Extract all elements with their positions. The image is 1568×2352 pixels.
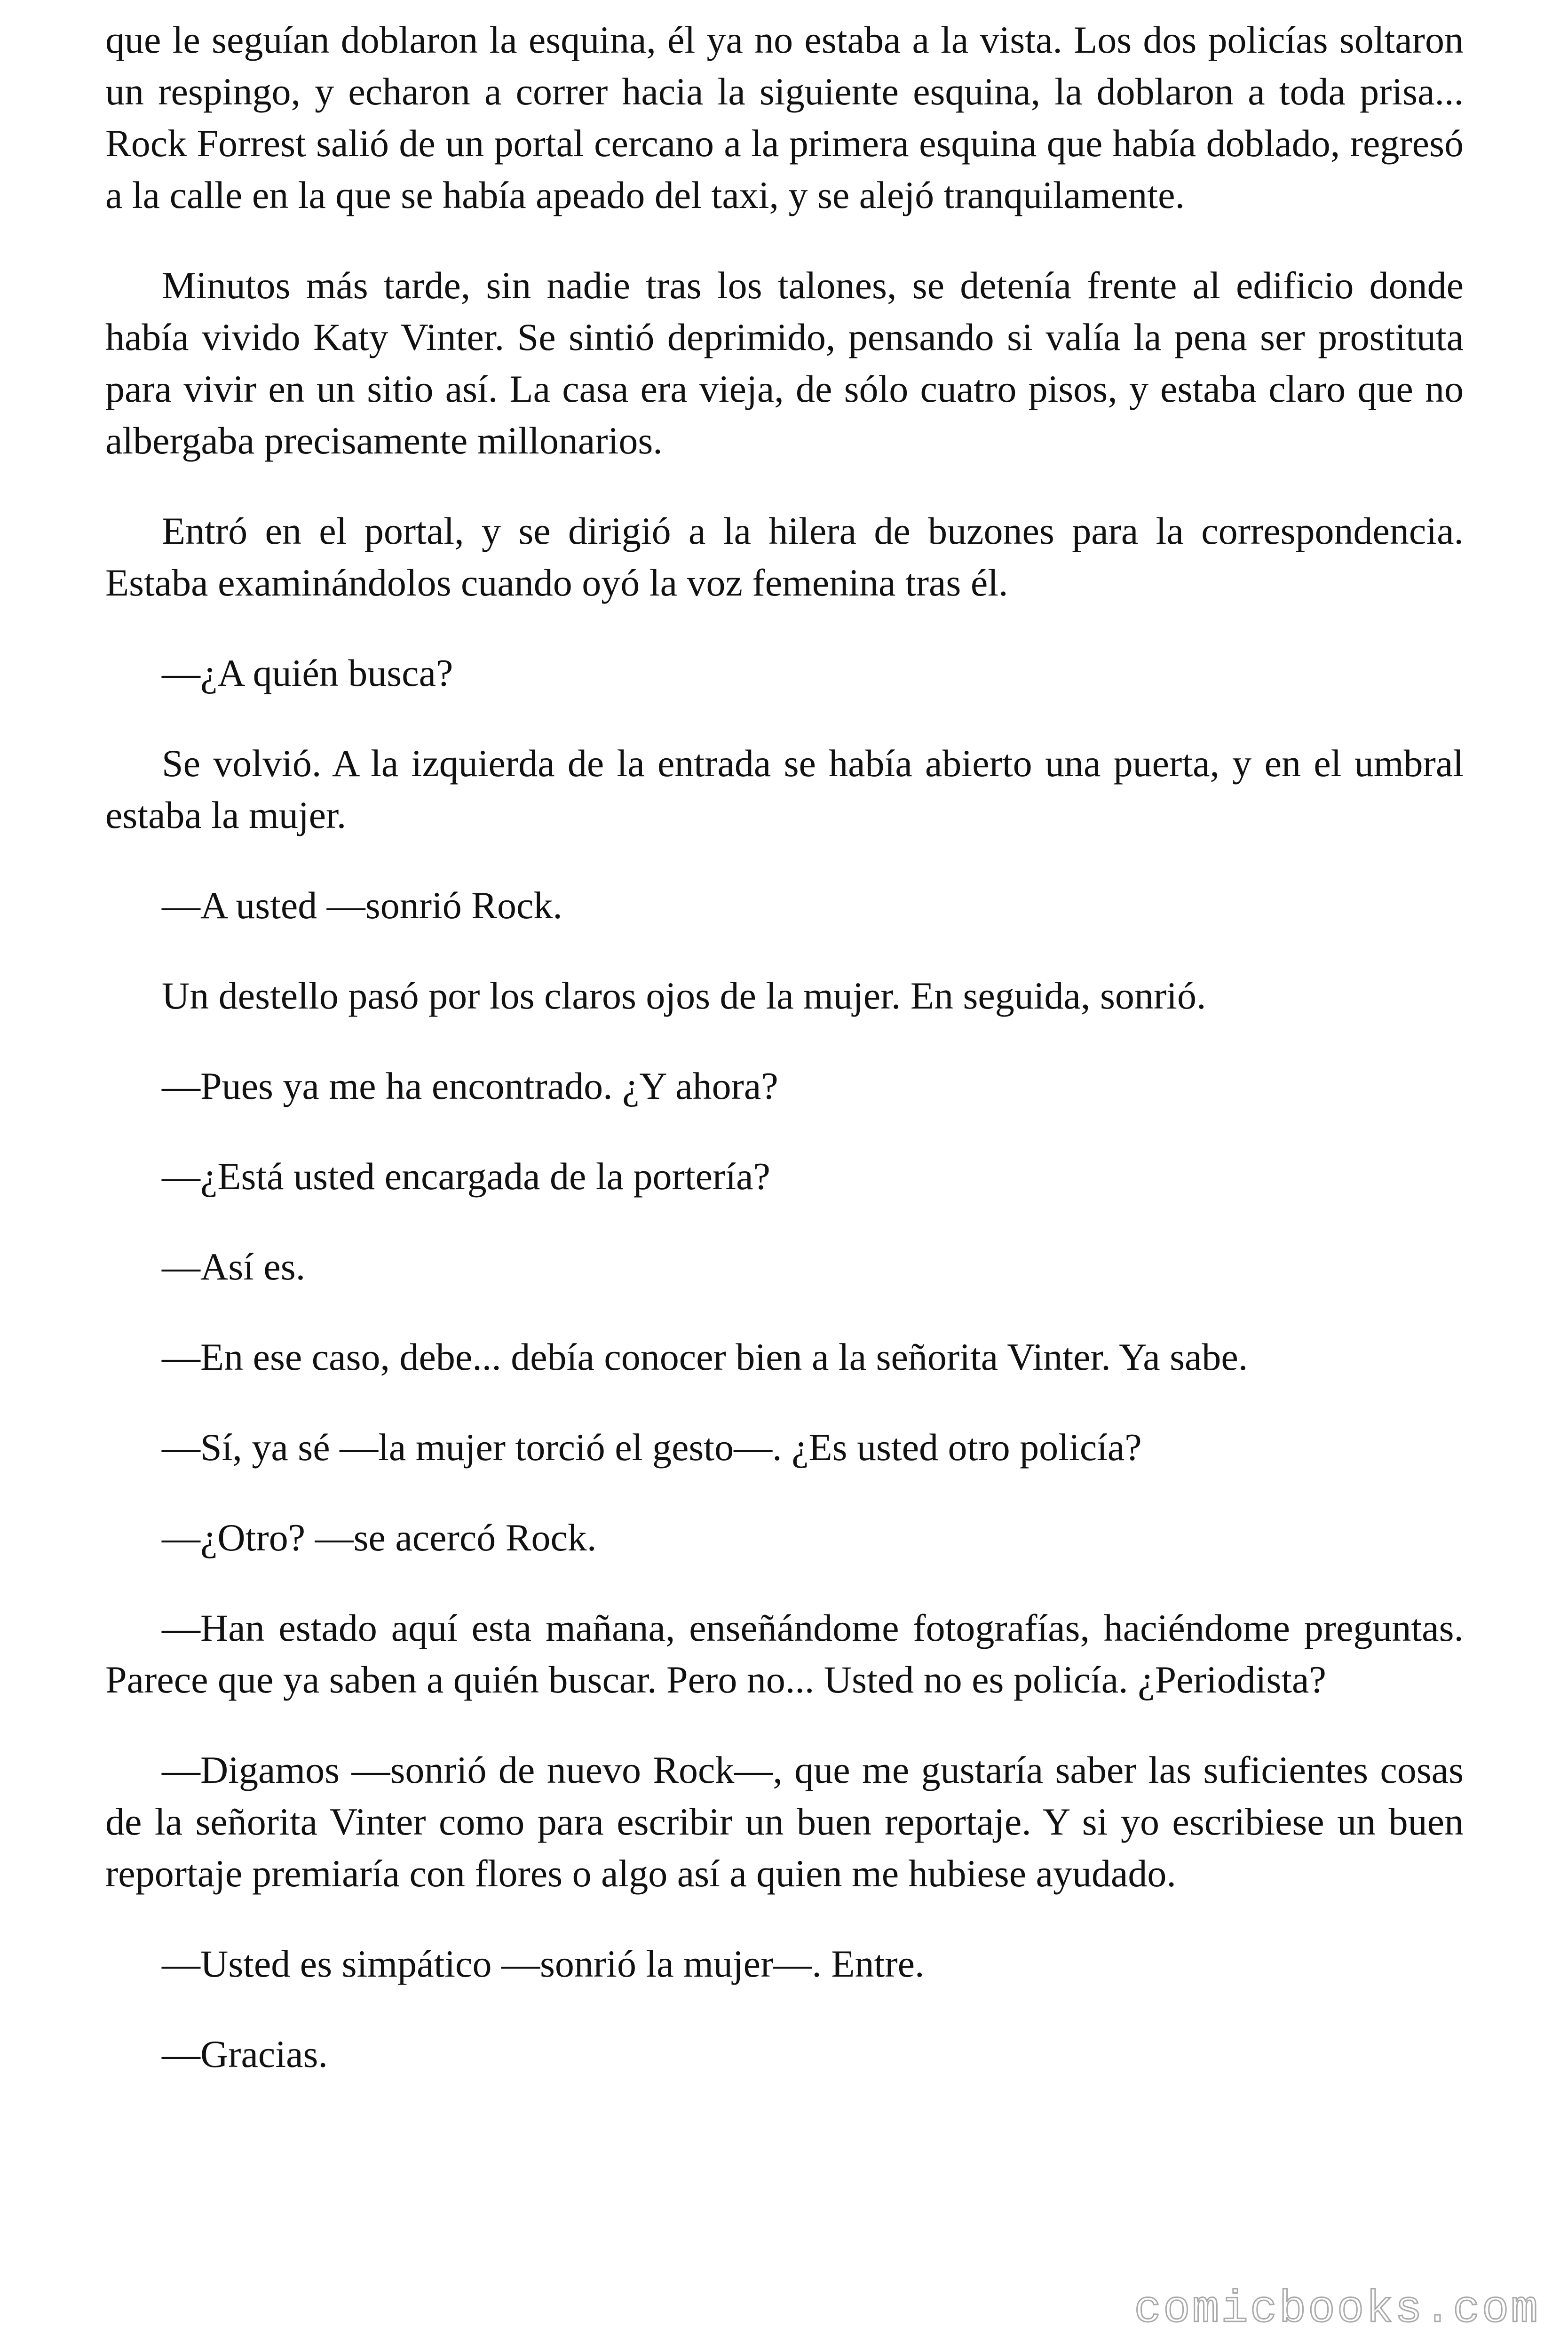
watermark: comicbooks.com bbox=[1134, 2284, 1540, 2335]
dialogue-line: —¿A quién busca? bbox=[162, 652, 453, 694]
paragraph: Minutos más tarde, sin nadie tras los talones, se detenía frente al edificio donde había vivido Katy Vinter. Se sintió deprimido, pensando si valía la pena ser prostituta para vivir en un sitio así. La casa era vieja, de sólo cuatro pisos, y estaba claro que no albergaba precisamente millonarios. bbox=[105, 264, 1464, 462]
paragraph: Se volvió. A la izquierda de la entrada se había abierto una puerta, y en el umbral estaba la mujer. bbox=[105, 742, 1464, 836]
page-text bbox=[105, 14, 1464, 2119]
dialogue-line: —Así es. bbox=[162, 1245, 306, 1288]
dialogue-line: —En ese caso, debe... debía conocer bien a la señorita Vinter. Ya sabe. bbox=[162, 1335, 1248, 1378]
dialogue-line: —Sí, ya sé —la mujer torció el gesto—. ¿Es usted otro policía? bbox=[162, 1426, 1142, 1469]
dialogue-line: —Usted es simpático —sonrió la mujer—. Entre. bbox=[162, 1942, 925, 1985]
paragraph-continuation: que le seguían doblaron la esquina, él ya no estaba a la vista. Los dos policías soltaron un respingo, y echaron a correr hacia la siguiente esquina, la doblaron a toda prisa... Rock Forrest salió de un portal cercano a la primera esquina que había doblado, regresó a la calle en la que se había apeado del taxi, y se alejó tranquilamente. bbox=[105, 18, 1464, 216]
paragraph: Un destello pasó por los claros ojos de la mujer. En seguida, sonrió. bbox=[162, 974, 1206, 1017]
dialogue-line: —A usted —sonrió Rock. bbox=[162, 884, 562, 927]
paragraph: Entró en el portal, y se dirigió a la hilera de buzones para la correspondencia. Estaba examinándolos cuando oyó la voz femenina tras él. bbox=[105, 509, 1464, 604]
dialogue-line: —Digamos —sonrió de nuevo Rock—, que me gustaría saber las suficientes cosas de la señorita Vinter como para escribir un buen reportaje. Y si yo escribiese un buen reportaje premiaría con flores o algo así a quien me hubiese ayudado. bbox=[105, 1748, 1464, 1895]
dialogue-line: —Pues ya me ha encontrado. ¿Y ahora? bbox=[162, 1065, 778, 1107]
dialogue-line: —Gracias. bbox=[162, 2033, 328, 2075]
dialogue-line: —Han estado aquí esta mañana, enseñándome fotografías, haciéndome preguntas. Parece que ya saben a quién buscar. Pero no... Usted no es policía. ¿Periodista? bbox=[105, 1606, 1464, 1701]
dialogue-line: —¿Otro? —se acercó Rock. bbox=[162, 1516, 597, 1559]
dialogue-line: —¿Está usted encargada de la portería? bbox=[162, 1155, 770, 1198]
